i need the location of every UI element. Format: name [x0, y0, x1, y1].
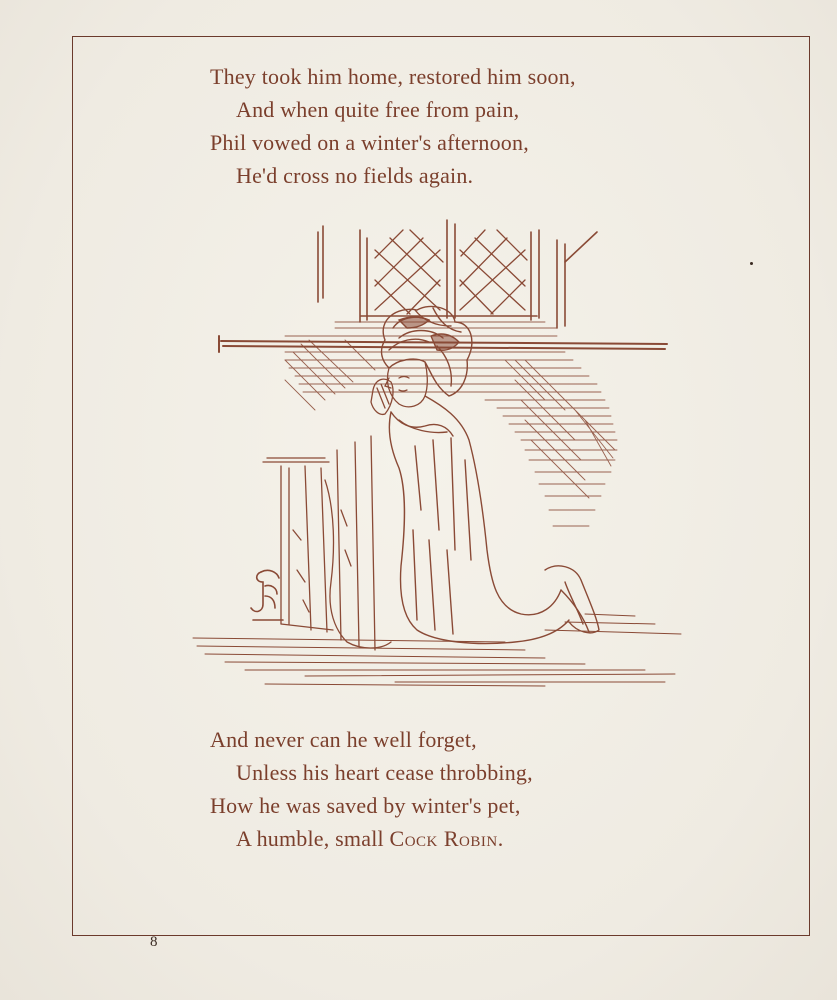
- stanza-2-line-1: And never can he well forget,: [210, 727, 477, 752]
- child-nightgown: [389, 396, 569, 644]
- stanza-2-line-2: Unless his heart cease throbbing,: [236, 760, 533, 785]
- stanza-1-line-3: Phil vowed on a winter's afternoon,: [210, 130, 529, 155]
- kneeling-child-illustration: [185, 210, 685, 690]
- stanza-1-line-1: They took him home, restored him soon,: [210, 64, 576, 89]
- floor-lines: [193, 614, 681, 686]
- stanza-2-line-4-text: A humble, small: [236, 826, 390, 851]
- lattice-window: [375, 230, 527, 314]
- wall-shading: [285, 322, 617, 526]
- window-frame: [318, 220, 597, 328]
- child-hair: [382, 306, 472, 396]
- stanza-2-line-3: How he was saved by winter's pet,: [210, 793, 521, 818]
- ink-speck: [750, 262, 753, 265]
- stanza-1: [210, 60, 576, 192]
- stanza-1-line-2: And when quite free from pain,: [236, 97, 520, 122]
- bed-side: [263, 436, 391, 650]
- stanza-1-line-4: He'd cross no fields again.: [236, 163, 474, 188]
- praying-hands: [371, 379, 393, 414]
- cock-robin-smallcaps: Cock Robin.: [389, 826, 504, 851]
- stanza-2-line-4: [210, 822, 533, 855]
- artist-monogram: [251, 570, 283, 620]
- stanza-2: [210, 723, 533, 855]
- page-number: 8: [150, 934, 158, 950]
